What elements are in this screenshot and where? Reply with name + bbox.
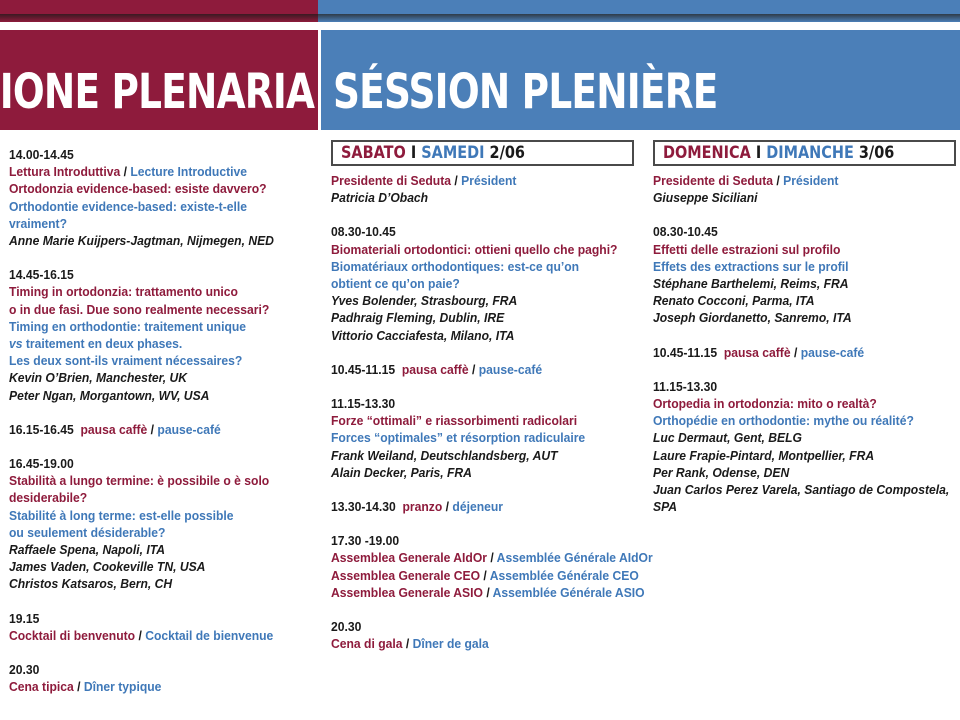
break-fr: pause-café [478,361,543,377]
session-time: 08.30-10.45 [653,224,718,240]
slash: / [793,344,798,360]
assembly-it: Assemblea Generale CEO [331,567,481,583]
schedule-column-sunday [653,172,958,515]
speaker: Juan Carlos Perez Varela, Santiago de Compostela, [653,482,950,498]
assembly-fr: Assemblée Générale AIdOr [496,550,653,566]
chair-name: Patricia D’Obach [331,190,429,206]
session-time: 10.45-11.15 [653,344,718,360]
slash: / [490,550,494,566]
slash: / [776,173,780,188]
event-it: Cocktail di benvenuto [9,627,136,643]
break-it: pausa caffè [401,361,469,377]
top-stripe-shadow-left [0,14,318,22]
day-date: 2/06 [489,143,525,163]
assembly-fr: Assemblée Générale CEO [489,567,639,583]
break-it: pausa caffè [80,421,148,437]
session-title-it: Stabilità a lungo termine: è possibile o è solo [9,473,270,489]
header-band-french [321,30,960,130]
session-label-fr: Lecture Introductive [130,164,247,180]
session-title-fr: obtient ce qu’on paie? [331,276,460,292]
speaker: Frank Weiland, Deutschlandsberg, AUT [331,447,558,463]
day-fr: SAMEDI [421,143,485,163]
session-time: 14.00-14.45 [9,147,74,162]
speaker: Raffaele Spena, Napoli, ITA [9,542,165,558]
day-header-sunday [653,140,956,166]
session-title-it: Ortodonzia evidence-based: esiste davvero? [9,181,267,197]
speaker: Yves Bolender, Strasbourg, FRA [331,293,518,309]
speaker: Per Rank, Odense, DEN [653,464,790,480]
session-title-fr: ou seulement désiderable? [9,524,166,540]
session-title-fr: Forces “optimales” et résorption radiculaire [331,430,586,446]
day-date: 3/06 [858,143,895,163]
header-band-italian [0,30,318,130]
session-label-it: Lettura Introduttiva [9,164,121,180]
slash: / [405,636,410,652]
break-fr: pause-café [157,421,221,437]
schedule-column-friday [9,146,314,695]
event-fr: Cocktail de bienvenue [145,627,274,643]
session-title-fr: traitement en deux phases. [22,336,183,352]
lunch-it: pranzo [402,499,443,515]
session-time: 20.30 [9,662,40,678]
session-title-fr: Effets des extractions sur le profil [653,258,849,274]
session-time: 20.30 [331,619,362,635]
session-title-it: desiderabile? [9,490,88,506]
session-title-it: Effetti delle estrazioni sul profilo [653,241,841,257]
session-time: 11.15-13.30 [331,396,396,412]
slash: / [150,421,155,437]
slash: / [483,567,487,583]
slash: / [77,679,81,695]
speaker: Vittorio Cacciafesta, Milano, ITA [331,327,515,343]
speaker: Christos Katsaros, Bern, CH [9,576,173,592]
vs-label: vs [9,336,23,352]
speaker: Alain Decker, Paris, FRA [331,464,472,480]
speaker: Peter Ngan, Morgantown, WV, USA [9,387,210,403]
chair-label-fr: Président [783,173,839,188]
event-it: Cena tipica [9,679,74,695]
session-title-fr: Stabilité à long terme: est-elle possible [9,507,234,523]
event-fr: Dîner de gala [412,636,489,652]
session-title-fr: Orthopédie en orthodontie: mythe ou réalité? [653,413,914,429]
chair-label-it: Presidente di Seduta [653,173,774,188]
chair-name: Giuseppe Siciliani [653,190,758,206]
schedule-column-saturday [331,172,653,652]
assembly-it: Assemblea Generale AIdOr [331,550,487,566]
chair-label-it: Presidente di Seduta [331,173,452,188]
title-french: SÉSSION PLENIÈRE [333,64,718,120]
speaker: Anne Marie Kuijpers-Jagtman, Nijmegen, NED [9,233,274,249]
session-title-fr: Les deux sont-ils vraiment nécessaires? [9,353,243,369]
slash: / [486,584,490,600]
title-italian: IONE PLENARIA [0,64,314,120]
break-it: pausa caffè [723,344,791,360]
speaker: Padhraig Fleming, Dublin, IRE [331,310,505,326]
speaker: James Vaden, Cookeville TN, USA [9,559,206,575]
speaker: Luc Dermaut, Gent, BELG [653,430,802,446]
session-title-fr: Orthodontie evidence-based: existe-t-elle [9,198,247,214]
bar-separator: I [410,143,417,163]
session-title-it: Forze “ottimali” e riassorbimenti radicolari [331,413,578,429]
session-title-fr: Biomatériaux orthodontiques: est-ce qu’on [331,258,580,274]
chair-label-fr: Président [461,173,517,188]
session-title-it: o in due fasi. Due sono realmente necessari? [9,301,270,317]
speaker: Kevin O’Brien, Manchester, UK [9,370,188,386]
speaker: Joseph Giordanetto, Sanremo, ITA [653,310,852,326]
top-stripe-shadow-right [318,14,960,22]
event-it: Cena di gala [331,636,403,652]
session-title-it: Ortopedia in ortodonzia: mito o realtà? [653,396,877,412]
speaker: Stéphane Barthelemi, Reims, FRA [653,276,849,292]
slash: / [123,164,127,180]
session-time: 19.15 [9,610,40,626]
slash: / [471,361,476,377]
day-fr: DIMANCHE [766,143,854,163]
lunch-fr: déjeneur [452,499,503,515]
day-it: SABATO [341,143,406,163]
session-title-fr: vraiment? [9,215,67,231]
assembly-it: Assemblea Generale ASIO [331,584,483,600]
session-title-it: Biomateriali ortodontici: ottieni quello che paghi? [331,241,618,257]
session-time: 16.45-19.00 [9,456,74,472]
slash: / [138,627,142,643]
speaker: Laure Frapie-Pintard, Montpellier, FRA [653,447,875,463]
session-title-it: Timing in ortodonzia: trattamento unico [9,284,238,300]
speaker: SPA [653,499,678,515]
slash: / [445,499,450,515]
day-it: DOMENICA [663,143,751,163]
assembly-fr: Assemblée Générale ASIO [492,584,645,600]
session-title-fr: Timing en orthodontie: traitement unique [9,318,247,334]
slash: / [454,173,458,188]
session-time: 11.15-13.30 [653,378,718,394]
event-fr: Dîner typique [83,679,162,695]
session-time: 16.15-16.45 [9,421,74,437]
session-time: 14.45-16.15 [9,267,74,283]
session-time: 17.30 -19.00 [331,533,400,549]
day-header-saturday [331,140,634,166]
session-time: 10.45-11.15 [331,361,396,377]
bar-separator: I [755,143,762,163]
session-time: 13.30-14.30 [331,499,396,515]
break-fr: pause-café [800,344,865,360]
speaker: Renato Cocconi, Parma, ITA [653,293,815,309]
session-time: 08.30-10.45 [331,224,396,240]
